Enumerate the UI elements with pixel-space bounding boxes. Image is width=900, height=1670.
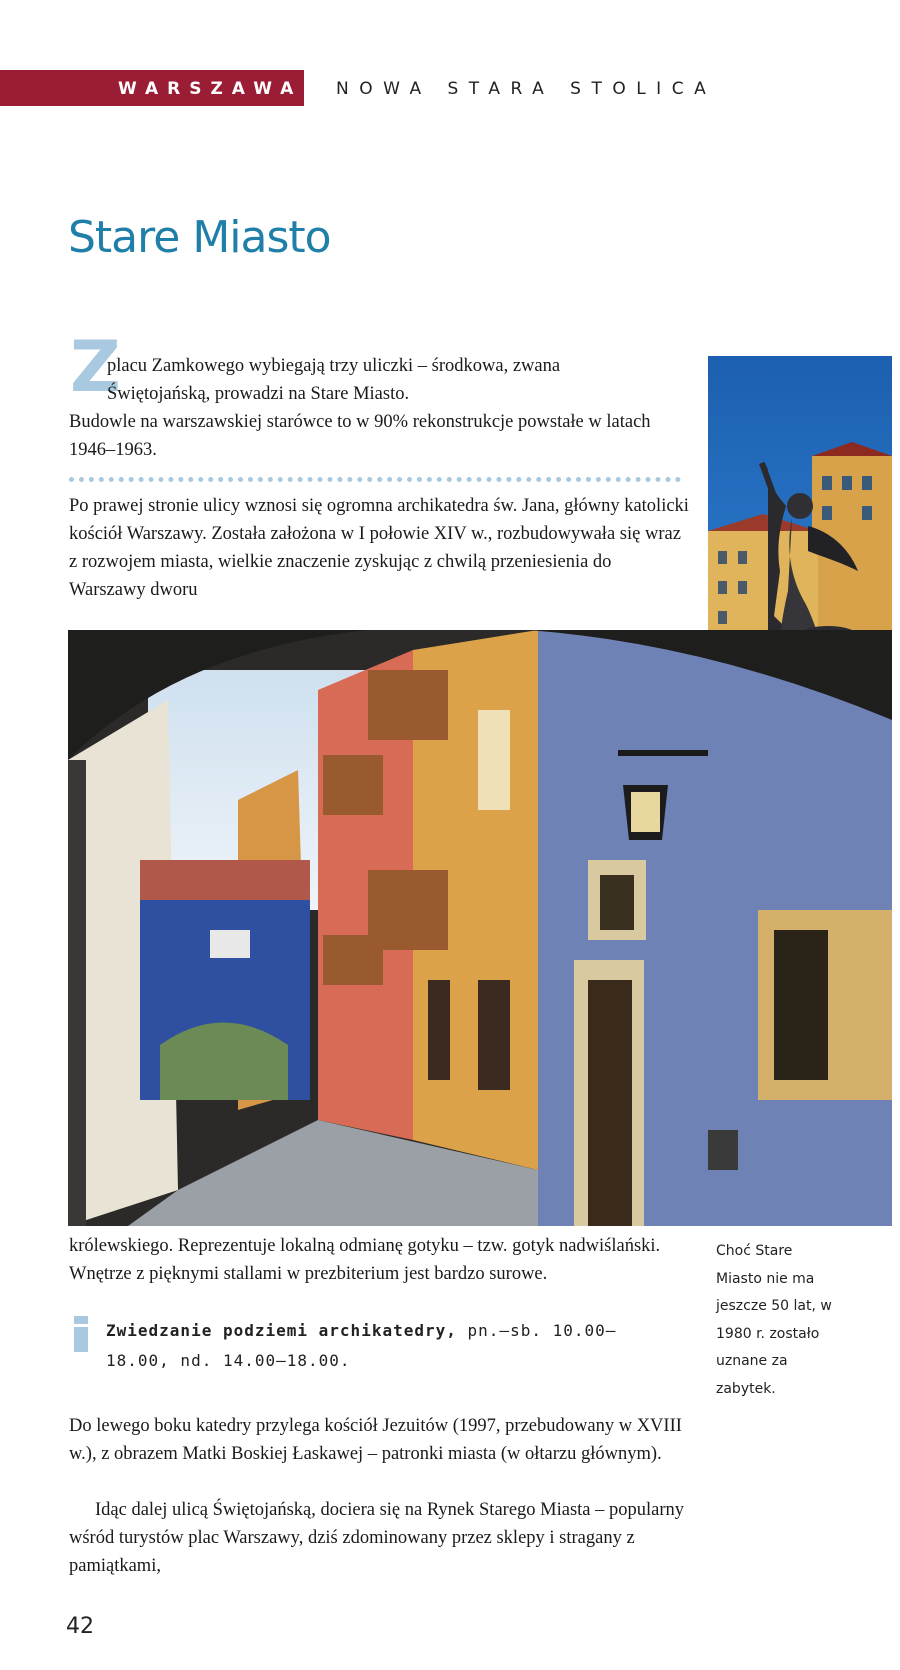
info-visiting-hours [106, 1316, 676, 1376]
info-icon [74, 1316, 88, 1352]
page-number: 42 [66, 1614, 94, 1639]
page-title: Stare Miasto [68, 212, 331, 263]
body-paragraph-gothic: królewskiego. Reprezentuje lokalną odmianę gotyku – tzw. gotyk nadwiślański. Wnętrze z pięknymi stallami w prezbiterium jest bardzo surowe. [69, 1236, 661, 1284]
photo-caption: Choć Stare Miasto nie ma jeszcze 50 lat, w 1980 r. zostało uznane za zabytek. [716, 1243, 832, 1397]
street-photo [68, 630, 892, 1226]
info-label: Zwiedzanie podziemi archikatedry, [106, 1321, 457, 1340]
body-paragraph-market: Idąc dalej ulicą Świętojańską, dociera się na Rynek Starego Miasta – popularny wśród turystów plac Warszawy, dziś zdominowany przez sklepy i stragany z pamiątkami, [69, 1500, 685, 1576]
body-paragraph-cathedral: Po prawej stronie ulicy wznosi się ogromna archikatedra św. Jana, główny katolicki kościół Warszawy. Została założona w I połowie XIV w., rozbudowywała się wraz z rozwojem miasta, wielkie znaczenie zyskując z chwilą przeniesienia do Warszawy dworu [69, 496, 689, 600]
info-hours: pn.–sb. 10.00–18.00, nd. 14.00–18.00. [106, 1321, 617, 1370]
body-paragraph-jesuits: Do lewego boku katedry przylega kościół Jezuitów (1997, przebudowany w XVIII w.), z obrazem Matki Boskiej Łaskawej – patronki miasta (w ołtarzu głównym). [69, 1416, 682, 1464]
lead-paragraph-2: Budowle na warszawskiej starówce to w 90% rekonstrukcje powstałe w latach 1946–1963. [69, 412, 651, 460]
dotted-divider [69, 477, 681, 482]
mermaid-statue-photo [708, 356, 892, 668]
header-section: WARSZAWA [118, 79, 303, 99]
header-subtitle: NOWA STARA STOLICA [336, 79, 717, 99]
drop-cap: Z [70, 326, 121, 408]
lead-paragraph-1: placu Zamkowego wybiegają trzy uliczki – środkowa, zwana Świętojańską, prowadzi na Stare Miasto. [107, 356, 561, 404]
